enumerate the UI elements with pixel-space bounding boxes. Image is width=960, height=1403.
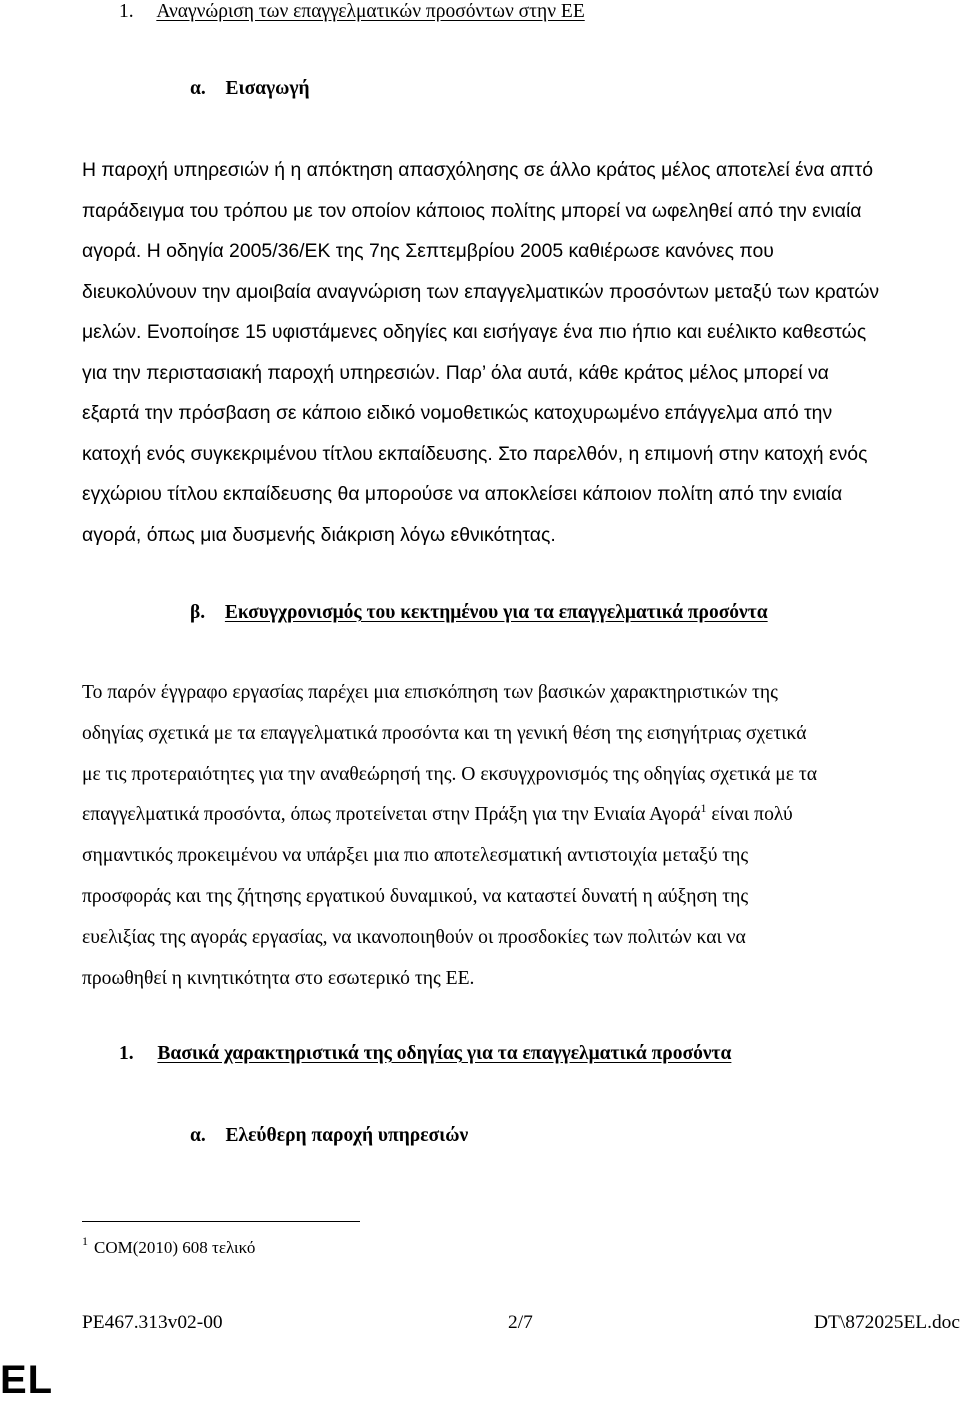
subsection-number: β. [190, 602, 206, 623]
footer-file-name: DT\872025EL.doc [814, 1312, 960, 1333]
line-text: είναι πολύ [706, 804, 793, 826]
paragraph-line: αγορά. Η οδηγία 2005/36/ΕΚ της 7ης Σεπτεμβρίου 2005 καθιέρωσε κανόνες που [82, 240, 774, 262]
footnote-marker: 1 [82, 1234, 88, 1248]
footer-page-number: 2/7 [508, 1312, 533, 1333]
modernisation-paragraph [82, 673, 960, 999]
paragraph-line: για την περιστασιακή παροχή υπηρεσιών. Παρ’ όλα αυτά, κάθε κράτος μέλος μπορεί να [82, 361, 829, 384]
subsection-heading-modernisation [190, 601, 768, 625]
section-title: Βασικά χαρακτηριστικά της οδηγίας για τα επαγγελματικά προσόντα [157, 1043, 732, 1064]
subsection-title: Ελεύθερη παροχή υπηρεσιών [225, 1125, 469, 1146]
paragraph-line: με τις προτεραιότητες για την αναθεώρησή της. Ο εκσυγχρονισμός της οδηγίας σχετικά με τα [82, 763, 818, 785]
paragraph-line: μελών. Ενοποίησε 15 υφιστάμενες οδηγίες και εισήγαγε ένα πιο ήπιο και ευέλικτο καθεστώς [82, 321, 867, 343]
paragraph-line: κατοχή ενός συγκεκριμένου τίτλου εκπαίδευσης. Στο παρελθόν, η επιμονή στην κατοχή ενός [82, 442, 868, 465]
paragraph-line: σημαντικός προκειμένου να υπάρξει μια πιο αποτελεσματική αντιστοιχία μεταξύ της [82, 845, 749, 867]
subsection-heading-services [190, 1124, 468, 1148]
paragraph-line: διευκολύνουν την αμοιβαία αναγνώριση των επαγγελματικών προσόντων μεταξύ των κρατών [82, 280, 880, 303]
section-heading-1 [119, 0, 585, 24]
paragraph-line: εγχώριου τίτλου εκπαίδευσης θα μπορούσε να αποκλείσει κάποιον πολίτη από την ενιαία [82, 483, 843, 505]
paragraph-line: αγορά, όπως μια δυσμενής διάκριση λόγω εθνικότητας. [82, 523, 556, 546]
section-number: 1. [119, 1, 134, 22]
paragraph-line: Το παρόν έγγραφο εργασίας παρέχει μια επισκόπηση των βασικών χαρακτηριστικών της [82, 682, 778, 703]
intro-paragraph [82, 150, 960, 555]
paragraph-line: ευελιξίας της αγοράς εργασίας, να ικανοποιηθούν οι προσδοκίες των πολιτών και να [82, 926, 746, 948]
footnote-text: COM(2010) 608 τελικό [94, 1238, 256, 1257]
paragraph-line: οδηγίας σχετικά με τα επαγγελματικά προσόντα και τη γενική θέση της εισηγήτριας σχετικά [82, 722, 807, 744]
paragraph-line: Η παροχή υπηρεσιών ή η απόκτηση απασχόλησης σε άλλο κράτος μέλος αποτελεί ένα απτό [82, 159, 873, 181]
subsection-title: Εκσυγχρονισμός του κεκτημένου για τα επαγγελματικά προσόντα [224, 602, 768, 623]
subsection-title: Εισαγωγή [225, 78, 310, 99]
paragraph-line: προωθηθεί η κινητικότητα στο εσωτερικό της ΕΕ. [82, 967, 475, 989]
section-heading-2 [119, 1042, 731, 1066]
footnote-separator [82, 1221, 360, 1222]
section-number: 1. [119, 1043, 134, 1064]
subsection-number: α. [190, 1125, 206, 1146]
footer-document-ref: PE467.313v02-00 [82, 1312, 223, 1333]
subsection-number: α. [190, 78, 206, 99]
subsection-heading-intro [190, 77, 310, 101]
language-code: EL [0, 1358, 54, 1402]
line-text: επαγγελματικά προσόντα, όπως προτείνεται στην Πράξη για την Ενιαία Αγορά [82, 804, 701, 826]
paragraph-line: παράδειγμα του τρόπου με τον οποίον κάποιος πολίτης μπορεί να ωφεληθεί από την ενιαία [82, 199, 862, 222]
footnote-reference[interactable]: 1 [700, 801, 707, 816]
paragraph-line: προσφοράς και της ζήτησης εργατικού δυναμικού, να καταστεί δυνατή η αύξηση της [82, 885, 749, 907]
paragraph-line: εξαρτά την πρόσβαση σε κάποιο ειδικό νομοθετικώς κατοχυρωμένο επάγγελμα από την [82, 402, 833, 424]
section-title: Αναγνώριση των επαγγελματικών προσόντων στην ΕΕ [156, 1, 585, 22]
footnote [82, 1236, 255, 1260]
paragraph-line [82, 795, 960, 836]
